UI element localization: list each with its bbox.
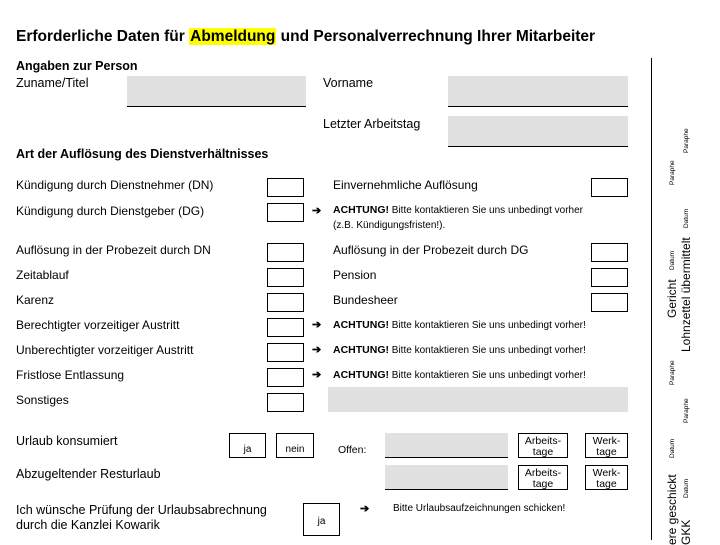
vacation-nein-box[interactable]: nein <box>276 433 314 458</box>
option-label-probe-dn: Auflösung in der Probezeit durch DN <box>16 243 211 257</box>
checkbox-unberechtigt[interactable] <box>267 343 304 362</box>
arrow-right-icon: ➔ <box>312 319 322 331</box>
checkbox-fristlos[interactable] <box>267 368 304 387</box>
rest-vacation-label: Abzugeltender Resturlaub <box>16 467 161 481</box>
option-label-sonstiges: Sonstiges <box>16 393 69 407</box>
checkbox-dg[interactable] <box>267 203 304 222</box>
surname-field[interactable] <box>127 76 306 107</box>
open-label: Offen: <box>338 444 367 456</box>
vacation-ja-box[interactable]: ja <box>229 433 266 458</box>
option-label-dg: Kündigung durch Dienstgeber (DG) <box>16 204 205 218</box>
sidebar-gericht: Gericht <box>665 279 679 318</box>
sidebar-lohnzettel: Lohnzettel übermittelt <box>679 237 693 352</box>
unberechtigt-note: ACHTUNG! Bitte kontaktieren Sie uns unbedingt vorher! <box>333 344 586 356</box>
arbeitstage-unit[interactable]: Arbeits- tage <box>518 433 568 458</box>
checkbox-probe-dn[interactable] <box>267 243 304 262</box>
berechtigt-note: ACHTUNG! Bitte kontaktieren Sie uns unbedingt vorher! <box>333 319 586 331</box>
checkbox-einvernehmlich[interactable] <box>591 178 628 197</box>
person-heading: Angaben zur Person <box>16 59 138 73</box>
rest-arbeitstage-unit[interactable]: Arbeits- tage <box>518 465 568 490</box>
checkbox-karenz[interactable] <box>267 293 304 312</box>
sidebar-gkk: GKK <box>679 519 693 545</box>
fristlos-note: ACHTUNG! Bitte kontaktieren Sie uns unbedingt vorher! <box>333 369 586 381</box>
checkbox-probe-dg[interactable] <box>591 243 628 262</box>
option-label-unberechtigt: Unberechtigter vorzeitiger Austritt <box>16 343 194 357</box>
check-request-line1: Ich wünsche Prüfung der Urlaubsabrechnung <box>16 503 267 517</box>
checkbox-dn[interactable] <box>267 178 304 197</box>
sonstiges-text-field[interactable] <box>328 387 628 412</box>
sidebar-datum-2: Datum <box>669 250 676 270</box>
sidebar-geschickt: ere geschickt <box>665 474 679 545</box>
last-day-label: Letzter Arbeitstag <box>323 117 421 131</box>
termination-heading: Art der Auflösung des Dienstverhältnisses <box>16 147 269 161</box>
option-label-berechtigt: Berechtigter vorzeitiger Austritt <box>16 318 180 332</box>
dg-note: ACHTUNG! Bitte kontaktieren Sie uns unbedingt vorher <box>333 204 584 216</box>
option-label-pension: Pension <box>333 268 377 282</box>
surname-label: Zuname/Titel <box>16 76 89 90</box>
vacation-consumed-label: Urlaub konsumiert <box>16 434 118 448</box>
sidebar-divider <box>651 58 652 540</box>
sidebar-paraphe-4: Paraphe <box>683 398 690 423</box>
records-note: Bitte Urlaubsaufzeichnungen schicken! <box>393 503 566 514</box>
checkbox-pension[interactable] <box>591 268 628 287</box>
check-request-line2: durch die Kanzlei Kowarik <box>16 518 160 532</box>
dg-note-line2: (z.B. Kündigungsfristen!). <box>333 220 446 231</box>
arrow-right-icon: ➔ <box>312 205 322 217</box>
checkbox-zeitablauf[interactable] <box>267 268 304 287</box>
sidebar-paraphe-2: Paraphe <box>669 160 676 185</box>
firstname-label: Vorname <box>323 76 374 90</box>
option-label-dn: Kündigung durch Dienstnehmer (DN) <box>16 178 214 192</box>
checkbox-bundesheer[interactable] <box>591 293 628 312</box>
arrow-right-icon: ➔ <box>312 369 322 381</box>
checkbox-berechtigt[interactable] <box>267 318 304 337</box>
option-label-fristlos: Fristlose Entlassung <box>16 368 125 382</box>
sidebar-paraphe-1: Paraphe <box>683 128 690 153</box>
rest-vacation-field[interactable] <box>385 465 508 490</box>
page-title: Erforderliche Daten für Abmeldung und Personalverrechnung Ihrer Mitarbeiter <box>16 28 596 45</box>
option-label-bundesheer: Bundesheer <box>333 293 398 307</box>
sidebar-paraphe-3: Paraphe <box>669 360 676 385</box>
check-ja-box[interactable]: ja <box>303 503 340 536</box>
firstname-field[interactable] <box>448 76 628 107</box>
option-label-probe-dg: Auflösung in der Probezeit durch DG <box>333 243 529 257</box>
last-day-field[interactable] <box>448 116 628 147</box>
option-label-zeitablauf: Zeitablauf <box>16 268 69 282</box>
option-label-einvernehmlich: Einvernehmliche Auflösung <box>333 178 478 192</box>
open-days-field[interactable] <box>385 433 508 458</box>
arrow-right-icon: ➔ <box>360 503 370 515</box>
checkbox-sonstiges[interactable] <box>267 393 304 412</box>
sidebar-datum-4: Datum <box>683 478 690 498</box>
werktage-unit[interactable]: Werk- tage <box>585 433 628 458</box>
sidebar-datum-3: Datum <box>669 438 676 458</box>
sidebar-datum-1: Datum <box>683 208 690 228</box>
rest-werktage-unit[interactable]: Werk- tage <box>585 465 628 490</box>
option-label-karenz: Karenz <box>16 293 55 307</box>
title-highlight: Abmeldung <box>190 28 276 45</box>
arrow-right-icon: ➔ <box>312 344 322 356</box>
